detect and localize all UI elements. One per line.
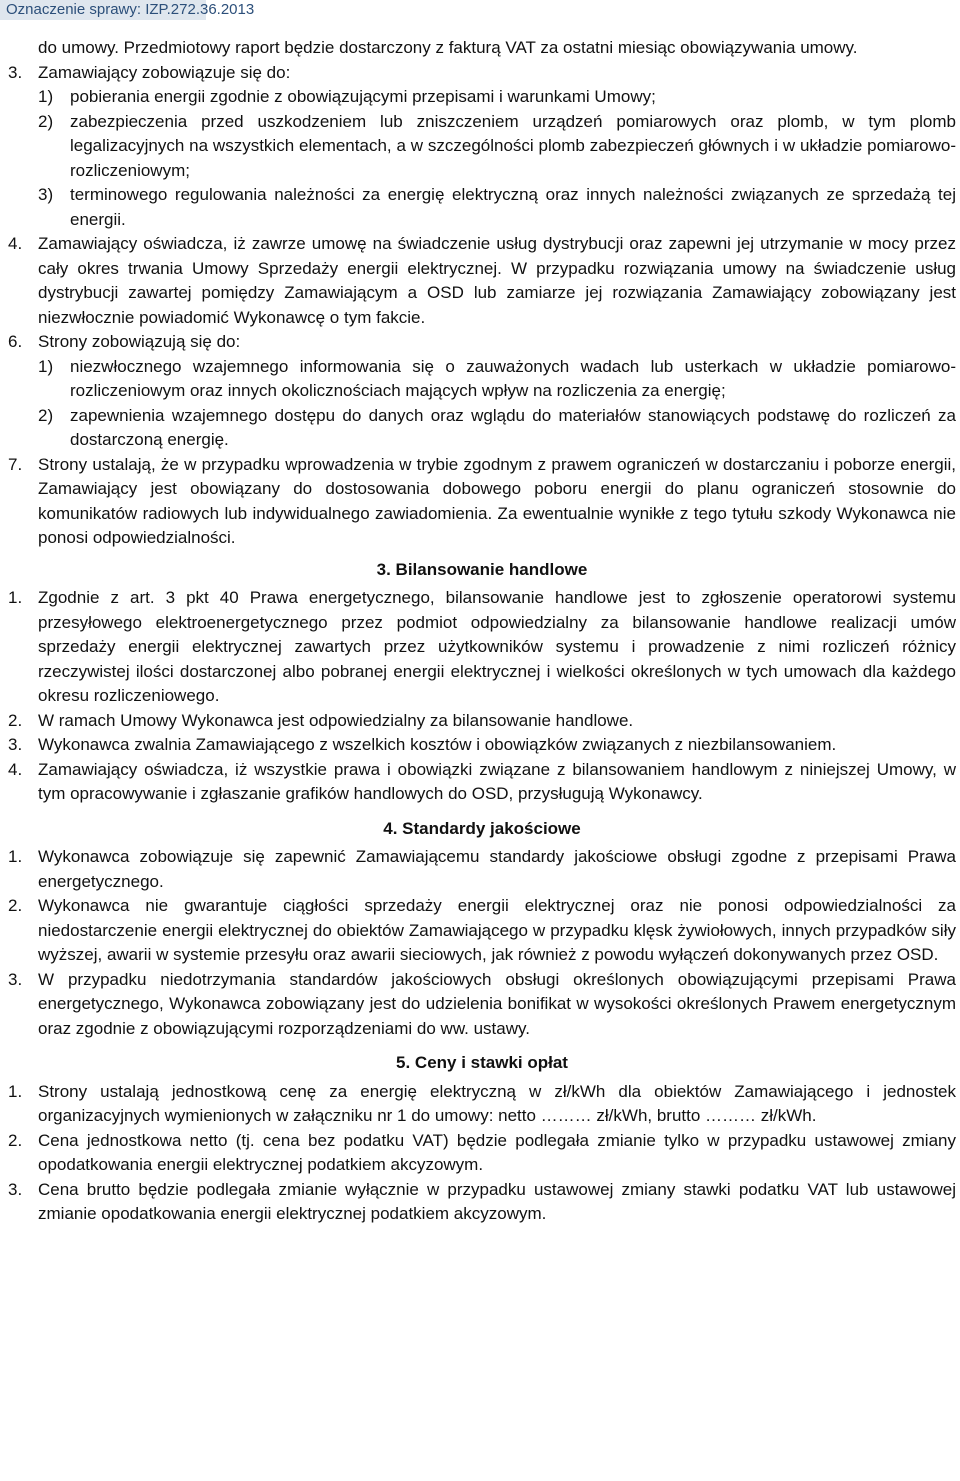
clause-text: Wykonawca zwalnia Zamawiającego z wszelkich kosztów i obowiązków związanych z niezbilansowaniem. (38, 735, 837, 754)
clause-number: 3. (8, 1179, 23, 1199)
subclause-number: 2) (38, 111, 54, 131)
clause-number: 3. (8, 969, 23, 989)
subclause-3-3 (8, 183, 956, 232)
clause-text: Zgodnie z art. 3 pkt 40 Prawa energetycznego, bilansowanie handlowe jest to zgłoszenie operatorowi systemu przesyłowego elektroenergetycznego przez podmiot odpowiedzialny za bilansowanie handlowe realizacji umów sprzedaży energii elektrycznej zawartych przez użytkowników systemu i prowadzenie z nimi rozliczeń różnicy rzeczywistej ilości dostarczonej albo pobranej energii elektrycznej i wielkości określonych w tych umowach dla każdego okresu rozliczeniowego. (38, 588, 956, 705)
clause-number: 1. (8, 847, 23, 866)
clause-7 (8, 453, 956, 551)
clause-number: 6. (8, 332, 23, 351)
section-heading-standardy: 4. Standardy jakościowe (383, 818, 581, 838)
clause-number: 3. (8, 62, 23, 82)
clause-number: 1. (8, 1081, 23, 1101)
section-heading-ceny: 5. Ceny i stawki opłat (396, 1053, 568, 1072)
clause-number: 4. (8, 759, 23, 779)
clause-text: W ramach Umowy Wykonawca jest odpowiedzialny za bilansowanie handlowe. (38, 710, 634, 730)
subclause-number: 3) (38, 185, 54, 204)
subclause-text: pobierania energii zgodnie z obowiązującymi przepisami i warunkami Umowy; (70, 87, 656, 106)
section5-clause-2 (8, 1129, 956, 1178)
subclause-6-1 (8, 355, 956, 404)
clause-number: 2. (8, 896, 23, 915)
subclause-3-1 (8, 85, 956, 110)
section3-clause-3 (8, 733, 956, 758)
clause-number: 4. (8, 234, 23, 253)
subclause-number: 1) (38, 356, 54, 376)
clause-number: 2. (8, 1130, 23, 1150)
clause-text: Zamawiający oświadcza, iż wszystkie prawa i obowiązki związane z bilansowaniem handlowym z niniejszej Umowy, w tym opracowywanie i zgłaszanie grafików handlowych do OSD, przysługują Wykonawcy. (38, 759, 956, 803)
subclause-text: niezwłocznego wzajemnego informowania się o zauważonych wadach lub usterkach w układzie pomiarowo-rozliczeniowym oraz innych okolicznościach mających wpływ na rozliczenia za energię; (70, 356, 956, 400)
clause-4 (8, 232, 956, 330)
clause-number: 2. (8, 710, 23, 730)
document-header-case-id: Oznaczenie sprawy: IZP.272.36.2013 (0, 0, 206, 20)
section5-clause-3 (8, 1178, 956, 1227)
subclause-text: terminowego regulowania należności za energię elektryczną oraz innych należności związanych ze sprzedażą tej energii. (70, 185, 956, 229)
clause-number: 1. (8, 588, 23, 607)
subclause-3-2 (8, 110, 956, 184)
section4-clause-2 (8, 894, 956, 968)
clause-text: Cena brutto będzie podlegała zmianie wyłącznie w przypadku ustawowej zmiany stawki podatku VAT lub ustawowej zmianie opodatkowania energii elektrycznej podatkiem akcyzowym. (38, 1179, 956, 1223)
clause-6 (8, 330, 956, 355)
clause-number: 7. (8, 454, 23, 474)
intro-continuation: do umowy. Przedmiotowy raport będzie dostarczony z fakturą VAT za ostatni miesiąc obowiązywania umowy. (38, 38, 858, 57)
subclause-6-2 (8, 404, 956, 453)
subclause-text: zapewnienia wzajemnego dostępu do danych oraz wglądu do materiałów stanowiących podstawę do rozliczeń za dostarczoną energię. (70, 405, 956, 449)
clause-text: Strony ustalają, że w przypadku wprowadzenia w trybie zgodnym z prawem ograniczeń w dostarczaniu i poborze energii, Zamawiający jest obowiązany do dostosowania dobowego poboru energii do planu ograniczeń stosownie do komunikatów radiowych lub indywidualnego zawiadomienia. Za ewentualnie wynikłe z tego tytułu szkody Wykonawca nie ponosi odpowiedzialności. (38, 454, 956, 547)
section4-clause-3 (8, 968, 956, 1042)
clause-text: Cena jednostkowa netto (tj. cena bez podatku VAT) będzie podlegała zmianie tylko w przypadku ustawowej zmiany opodatkowania energii elektrycznej podatkiem akcyzowym. (38, 1130, 956, 1174)
document-page (8, 36, 956, 1227)
section3-clause-2 (8, 709, 956, 734)
section5-clause-1 (8, 1080, 956, 1129)
clause-text: Wykonawca nie gwarantuje ciągłości sprzedaży energii elektrycznej oraz nie ponosi odpowiedzialności za niedostarczenie energii elektrycznej do obiektów Zamawiającego w przypadku klęsk żywiołowych, innych przypadków siły wyższej, awarii w systemie przesyłu oraz awarii sieciowych, jak również z powodu wyłączeń dokonywanych przez OSD. (38, 896, 956, 964)
clause-number: 3. (8, 735, 23, 754)
clause-text: Wykonawca zobowiązuje się zapewnić Zamawiającemu standardy jakościowe obsługi zgodne z przepisami Prawa energetycznego. (38, 847, 956, 891)
subclause-text: zabezpieczenia przed uszkodzeniem lub zniszczeniem urządzeń pomiarowych oraz plomb, w tym plomb legalizacyjnych na wszystkich elementach, a w szczególności plomb zabezpieczeń głównych i w układzie pomiarowo-rozliczeniowym; (70, 111, 956, 180)
subclause-number: 1) (38, 87, 54, 106)
section4-clause-1 (8, 845, 956, 894)
section3-clause-1 (8, 586, 956, 709)
clause-text: Zamawiający oświadcza, iż zawrze umowę na świadczenie usług dystrybucji oraz zapewni jej utrzymanie w mocy przez cały okres trwania Umowy Sprzedaży energii elektrycznej. W przypadku rozwiązania umowy na świadczenie usług dystrybucji zawartej pomiędzy Zamawiającym a OSD lub zamiarze jej rozwiązania Zamawiający zobowiązany jest niezwłocznie powiadomić Wykonawcę o tym fakcie. (38, 234, 956, 327)
clause-3 (8, 61, 956, 86)
clause-text: Zamawiający zobowiązuje się do: (38, 62, 291, 82)
section3-clause-4 (8, 758, 956, 807)
clause-text: W przypadku niedotrzymania standardów jakościowych obsługi określonych obowiązującymi przepisami Prawa energetycznego, Wykonawca zobowiązany jest do udzielenia bonifikat w wysokości określonych Prawem energetycznym oraz zgodnie z obowiązującymi rozporządzeniami do ww. ustawy. (38, 969, 956, 1038)
section-heading-bilansowanie: 3. Bilansowanie handlowe (376, 559, 588, 579)
clause-text: Strony zobowiązują się do: (38, 332, 241, 351)
clause-text: Strony ustalają jednostkową cenę za energię elektryczną w zł/kWh dla obiektów Zamawiającego i jednostek organizacyjnych wymienionych w załączniku nr 1 do umowy: netto ……… zł/kWh, brutto ……… zł/kWh. (38, 1081, 956, 1125)
subclause-number: 2) (38, 405, 54, 425)
